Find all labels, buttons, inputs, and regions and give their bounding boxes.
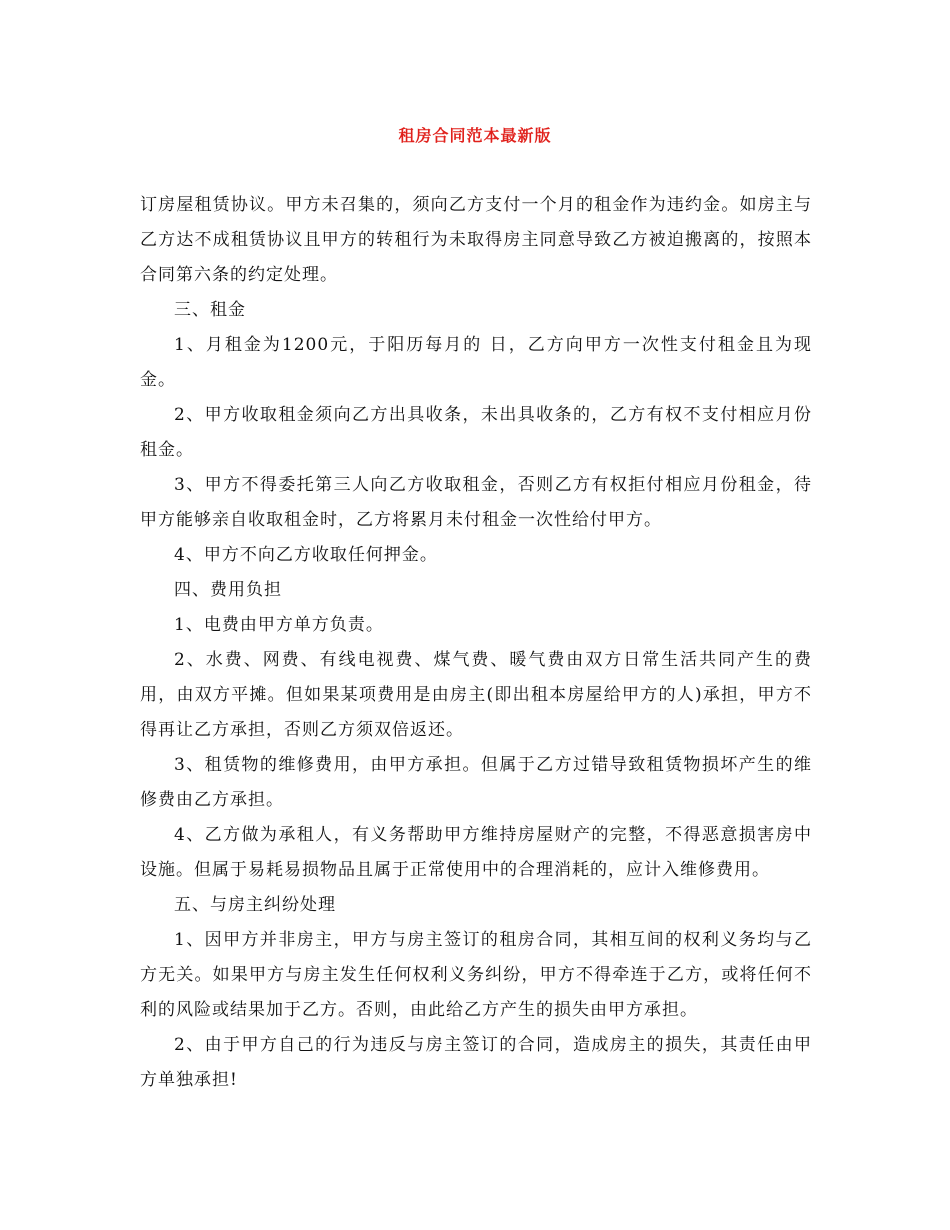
paragraph: 2、水费、网费、有线电视费、煤气费、暖气费由双方日常生活共同产生的费用，由双方平摊。但如果某项费用是由房主(即出租本房屋给甲方的人)承担，甲方不得再让乙方承担，否则乙方须双倍返还。 [140, 650, 812, 740]
paragraph: 4、乙方做为承租人，有义务帮助甲方维持房屋财产的完整，不得恶意损害房中设施。但属于易耗易损物品且属于正常使用中的合理消耗的，应计入维修费用。 [140, 825, 812, 880]
section-heading-rent: 三、租金 [174, 300, 246, 320]
paragraph: 2、由于甲方自己的行为违反与房主签订的合同，造成房主的损失，其责任由甲方单独承担! [140, 1035, 812, 1090]
paragraph: 1、电费由甲方单方负责。 [174, 615, 384, 635]
section-heading-fees: 四、费用负担 [174, 580, 282, 600]
paragraph: 1、月租金为1200元，于阳历每月的 日，乙方向甲方一次性支付租金且为现金。 [140, 335, 812, 390]
paragraph: 3、甲方不得委托第三人向乙方收取租金，否则乙方有权拒付相应月份租金，待甲方能够亲自收取租金时，乙方将累月未付租金一次性给付甲方。 [140, 475, 812, 530]
paragraph: 1、因甲方并非房主，甲方与房主签订的租房合同，其相互间的权利义务均与乙方无关。如果甲方与房主发生任何权利义务纠纷，甲方不得牵连于乙方，或将任何不利的风险或结果加于乙方。否则，由此给乙方产生的损失由甲方承担。 [140, 930, 812, 1020]
paragraph: 4、甲方不向乙方收取任何押金。 [174, 545, 438, 565]
document-body [140, 188, 812, 1098]
paragraph: 订房屋租赁协议。甲方未召集的，须向乙方支付一个月的租金作为违约金。如房主与乙方达不成租赁协议且甲方的转租行为未取得房主同意导致乙方被迫搬离的，按照本合同第六条的约定处理。 [140, 195, 812, 285]
paragraph: 2、甲方收取租金须向乙方出具收条，未出具收条的，乙方有权不支付相应月份租金。 [140, 405, 812, 460]
section-heading-disputes: 五、与房主纠纷处理 [174, 895, 336, 915]
document-title: 租房合同范本最新版 [398, 126, 552, 145]
paragraph: 3、租赁物的维修费用，由甲方承担。但属于乙方过错导致租赁物损坏产生的维修费由乙方承担。 [140, 755, 812, 810]
